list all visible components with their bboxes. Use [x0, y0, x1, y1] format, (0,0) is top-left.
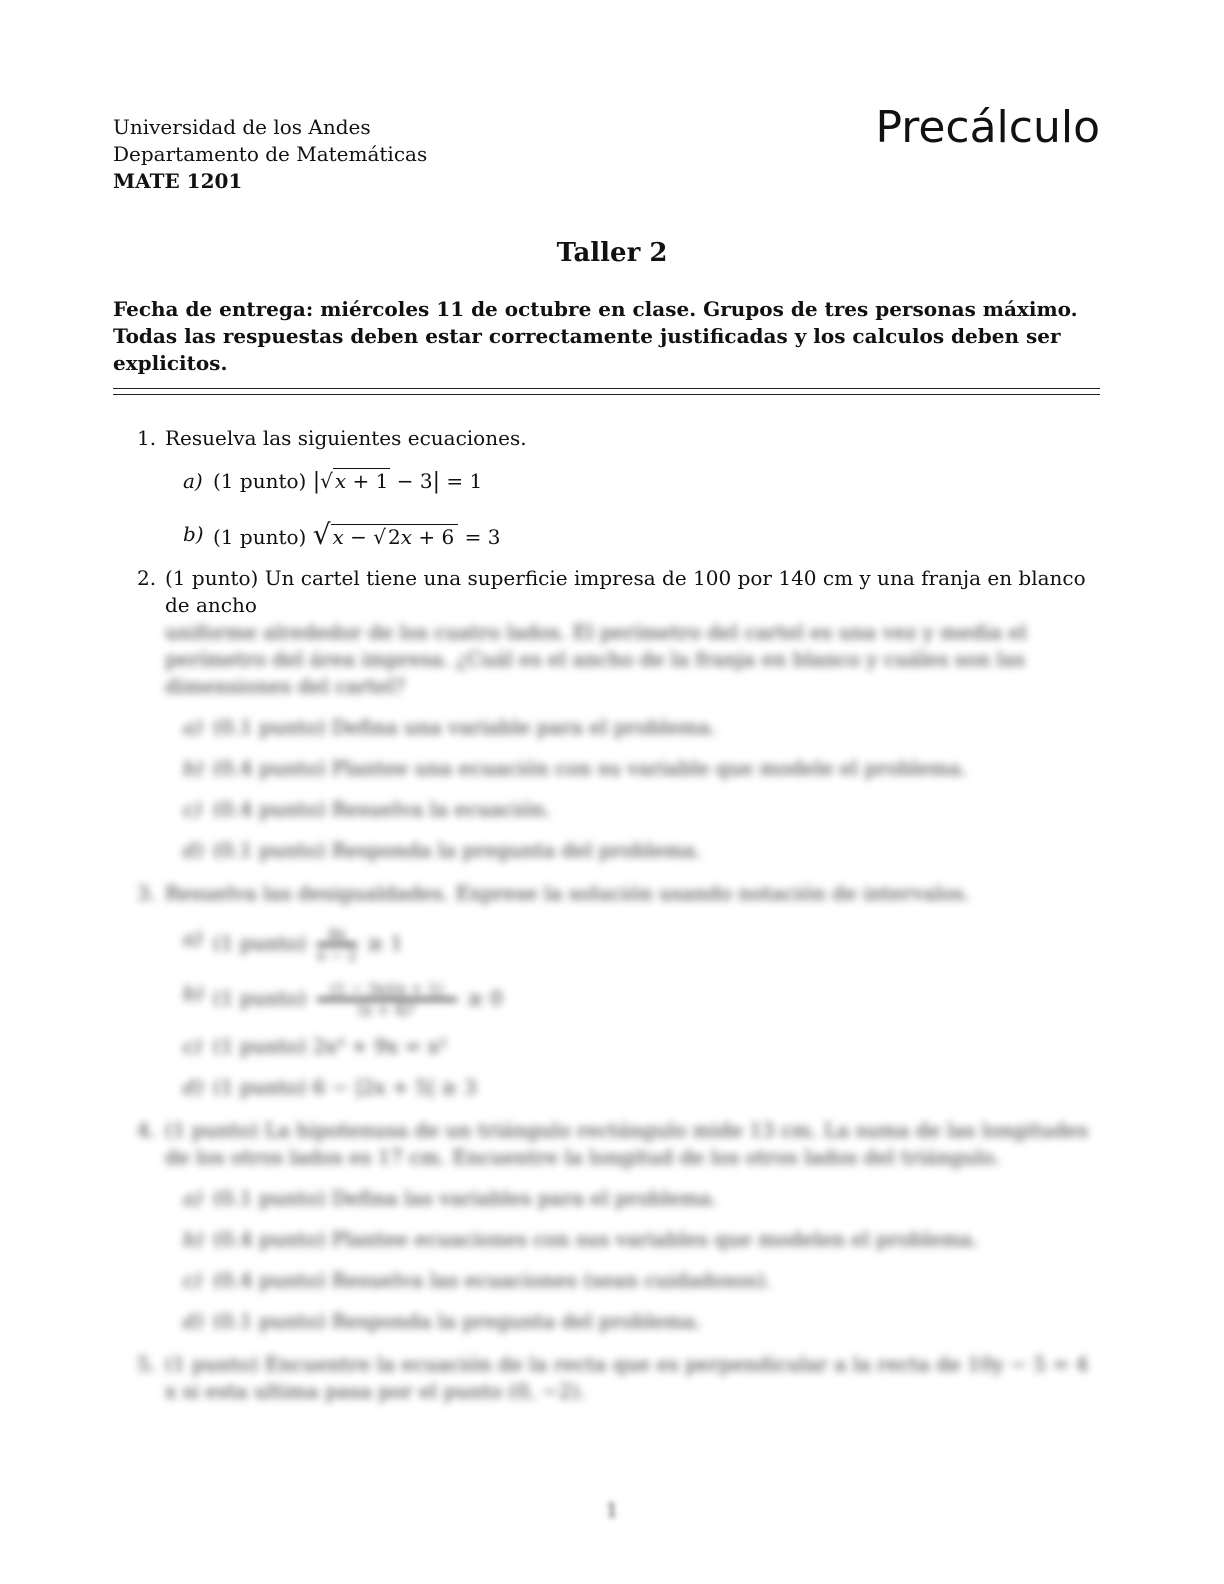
part-points: (1 punto): [213, 469, 307, 493]
problem-number: 5.: [137, 1352, 157, 1376]
problem-3a: a) (1 punto) $\frac{4x}{x - 2}$ ≥ 1: [183, 925, 404, 964]
part-points: (1 punto): [213, 525, 307, 549]
instructions: Fecha de entrega: miércoles 11 de octubre en clase. Grupos de tres personas máximo. Todas las respuestas deben estar correctamente justificadas y los calculos deben ser explicitos.: [113, 297, 1078, 375]
problem-text: (1 punto) Encuentre la ecuación de la recta que es perpendicular a la recta de 10y − 5 = 4 x si esta ultima pasa por el punto (0, −2).: [165, 1352, 1089, 1403]
header-info: [113, 114, 427, 195]
problem-4b: b) (0.4 punto) Plantee ecuaciones con sus variables que modelen el problema.: [183, 1227, 979, 1251]
problem-4: [113, 1117, 1105, 1335]
problem-4c: c) (0.4 punto) Resuelva las ecuaciones (sean cuidadosos).: [183, 1268, 772, 1292]
problem-4d: d) (0.1 punto) Responda la pregunta del problema.: [183, 1309, 702, 1333]
problem-text: Resuelva las siguientes ecuaciones.: [165, 426, 527, 450]
problem-3: [113, 880, 1105, 1101]
department-name: Departamento de Matemáticas: [113, 142, 428, 166]
problem-number: 4.: [137, 1118, 157, 1142]
course-code: MATE 1201: [113, 169, 243, 193]
university-name: Universidad de los Andes: [113, 115, 371, 139]
problem-number: 2.: [137, 566, 157, 590]
problem-3c: c) (1 punto) 2x³ + 9x = x²: [183, 1034, 447, 1058]
subject-title: Precálculo: [875, 102, 1100, 153]
problem-text-continued: uniforme alrededor de los cuatro lados. El perímetro del cartel es una vez y media el perímetro del área impresa. ¿Cuál es el ancho de la franja en blanco y cuáles son las dimensiones del cartel?: [165, 620, 1027, 698]
problem-4a: a) (0.1 punto) Defina las variables para el problema.: [183, 1186, 718, 1210]
equation-1b: √ x − √ 2x + 6 = 3: [312, 518, 501, 551]
fraction-3b: $\frac{(1 - 3x)(x + 1)}{\text{(x + 4)²}}$: [317, 980, 457, 1019]
problem-5: [113, 1351, 1105, 1405]
document-title: Taller 2: [556, 238, 668, 268]
problem-2b: b) (0.4 punto) Plantee una ecuación con su variable que modele el problema.: [183, 756, 968, 780]
part-letter: b): [183, 522, 204, 546]
problem-text: (1 punto) Un cartel tiene una superficie impresa de 100 por 140 cm y una franja en blanco de ancho: [165, 566, 1086, 617]
problem-1a: [165, 468, 1105, 495]
equation-1a: |√ x + 1 − 3| = 1: [312, 469, 483, 494]
problem-3b: b) (1 punto) $\frac{(1 - 3x)(x + 1)}{\text{(x + 4)²}}$ ≥ 0: [183, 980, 503, 1019]
problem-text: Resuelva las desigualdades. Exprese la solución usando notación de intervalos.: [165, 881, 971, 905]
part-letter: a): [183, 469, 203, 493]
problem-1: [113, 425, 1105, 551]
problem-1b: [165, 518, 1105, 551]
problem-2d: d) (0.1 punto) Responda la pregunta del problema.: [183, 838, 702, 862]
divider-bottom: [113, 394, 1100, 395]
problem-2a: a) (0.1 punto) Defina una variable para el problema.: [183, 715, 717, 739]
problem-number: 1.: [137, 426, 157, 450]
fraction-3a: $\frac{4x}{x - 2}$: [316, 925, 357, 964]
divider-top: [113, 388, 1100, 389]
problem-text: (1 punto) La hipotenusa de un triángulo rectángulo mide 13 cm. La suma de las longitudes de los otros lados es 17 cm. Encuentre la longitud de los otros lados del triángulo.: [165, 1118, 1089, 1169]
problem-2c: c) (0.4 punto) Resuelva la ecuación.: [183, 797, 552, 821]
problem-3d: d) (1 punto) 6 − |2x + 5| ≥ 3: [183, 1075, 477, 1099]
problem-list: [113, 425, 1105, 1411]
problem-number: 3.: [137, 881, 157, 905]
page-number: 1: [605, 1498, 619, 1522]
problem-2: [113, 565, 1105, 864]
